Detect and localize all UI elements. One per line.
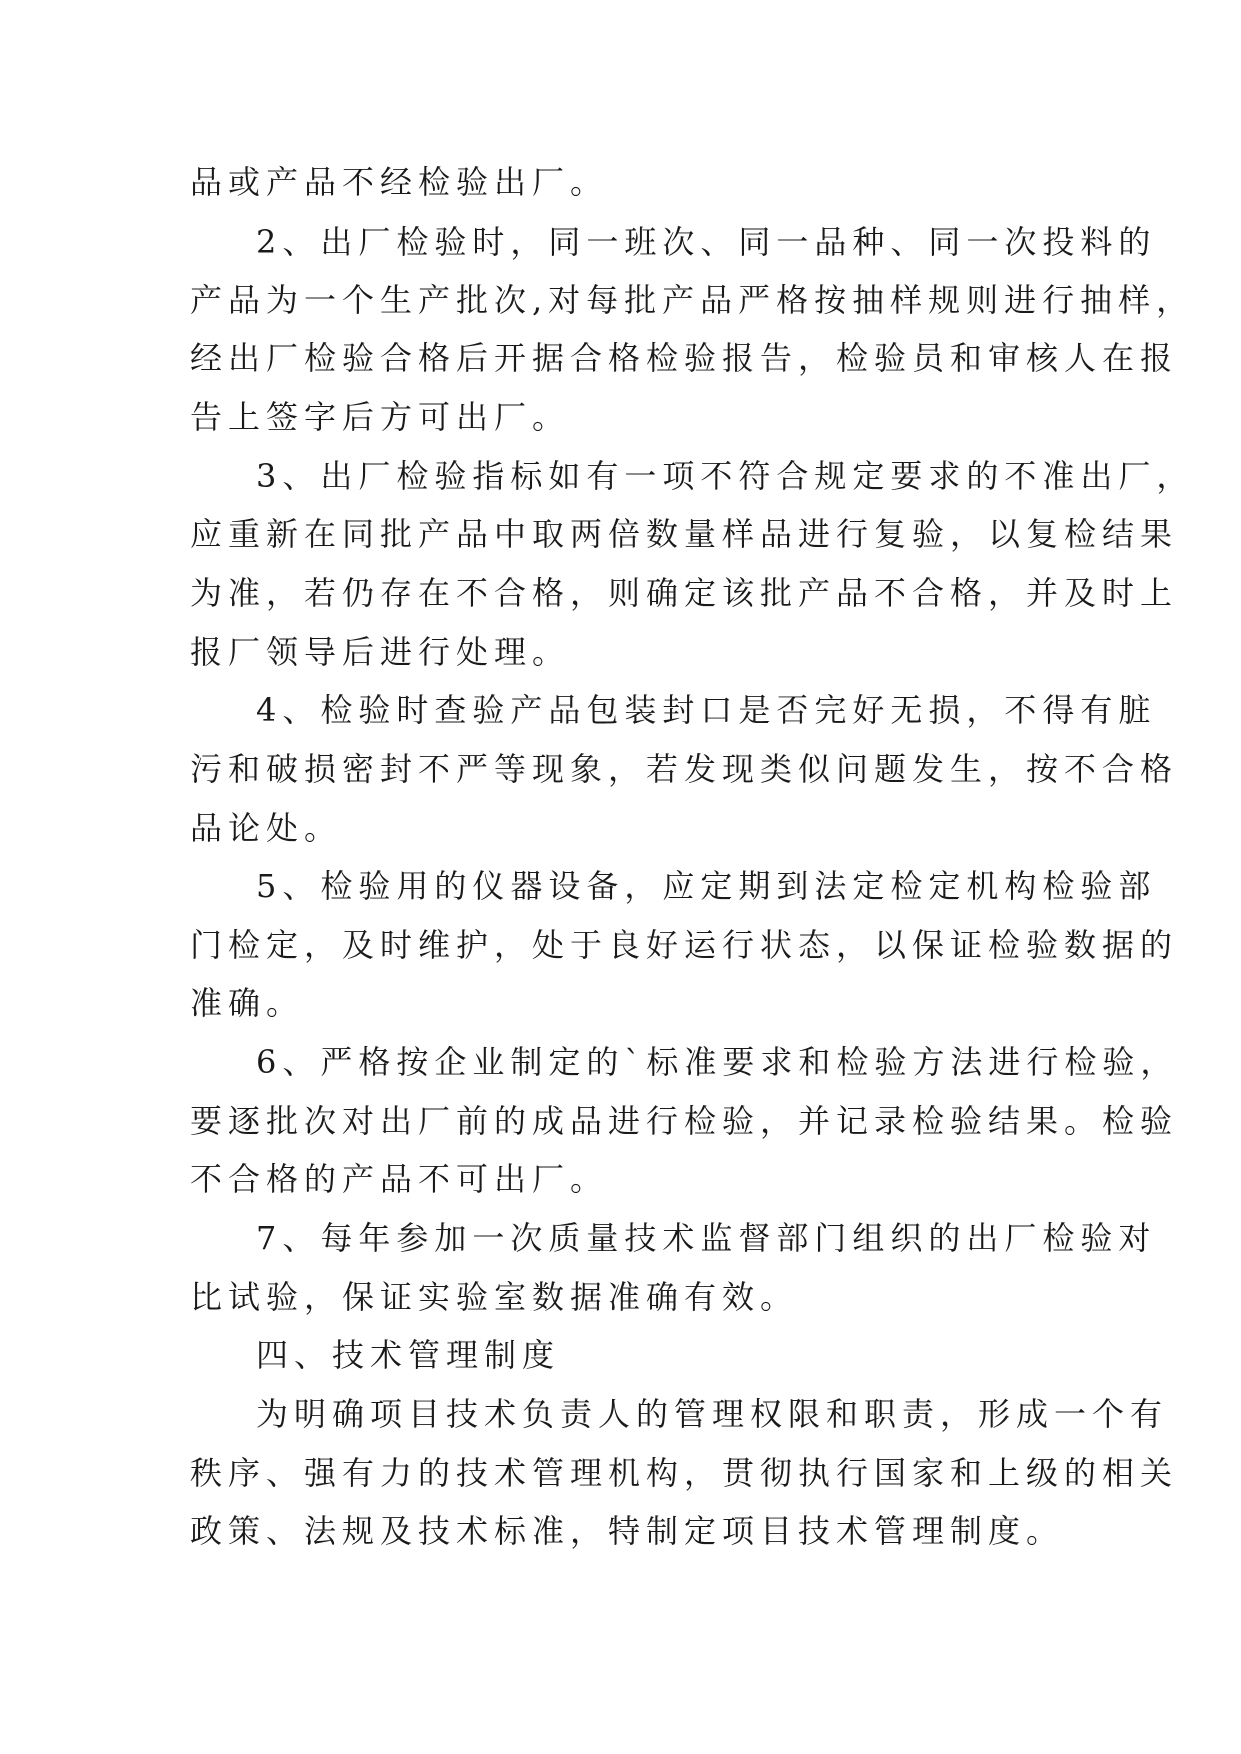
text-line: 2、出厂检验时，同一班次、同一品种、同一次投料的 bbox=[256, 223, 1157, 261]
text-line: 品论处。 bbox=[190, 809, 343, 847]
text-line: 7、每年参加一次质量技术监督部门组织的出厂检验对 bbox=[256, 1219, 1157, 1257]
text-line: 3、出厂检验指标如有一项不符合规定要求的不准出厂， bbox=[256, 457, 1195, 495]
text-line: 为明确项目技术负责人的管理权限和职责，形成一个有 bbox=[256, 1395, 1169, 1433]
text-line: 5、检验用的仪器设备，应定期到法定检定机构检验部 bbox=[256, 867, 1157, 905]
text-line: 产品为一个生产批次,对每批产品严格按抽样规则进行抽样， bbox=[190, 281, 1195, 319]
text-line: 不合格的产品不可出厂。 bbox=[190, 1160, 609, 1198]
text-line: 6、严格按企业制定的`标准要求和检验方法进行检验， bbox=[256, 1043, 1179, 1081]
text-line: 污和破损密封不严等现象，若发现类似问题发生，按不合格 bbox=[190, 750, 1179, 788]
text-line: 品或产品不经检验出厂。 bbox=[190, 163, 609, 201]
text-line: 政策、法规及技术标准，特制定项目技术管理制度。 bbox=[190, 1512, 1065, 1550]
text-line: 秩序、强有力的技术管理机构，贯彻执行国家和上级的相关 bbox=[190, 1454, 1179, 1492]
section-heading: 四、技术管理制度 bbox=[256, 1336, 561, 1374]
text-line: 门检定，及时维护，处于良好运行状态，以保证检验数据的 bbox=[190, 926, 1179, 964]
text-line: 要逐批次对出厂前的成品进行检验，并记录检验结果。检验 bbox=[190, 1102, 1179, 1140]
text-line: 比试验，保证实验室数据准确有效。 bbox=[190, 1278, 799, 1316]
text-line: 应重新在同批产品中取两倍数量样品进行复验，以复检结果 bbox=[190, 515, 1179, 553]
text-line: 4、检验时查验产品包装封口是否完好无损，不得有脏 bbox=[256, 691, 1157, 729]
text-line: 准确。 bbox=[190, 984, 305, 1022]
text-line: 报厂领导后进行处理。 bbox=[190, 633, 571, 671]
text-line: 告上签字后方可出厂。 bbox=[190, 398, 571, 436]
text-line: 为准，若仍存在不合格，则确定该批产品不合格，并及时上 bbox=[190, 574, 1179, 612]
text-line: 经出厂检验合格后开据合格检验报告，检验员和审核人在报 bbox=[190, 339, 1179, 377]
